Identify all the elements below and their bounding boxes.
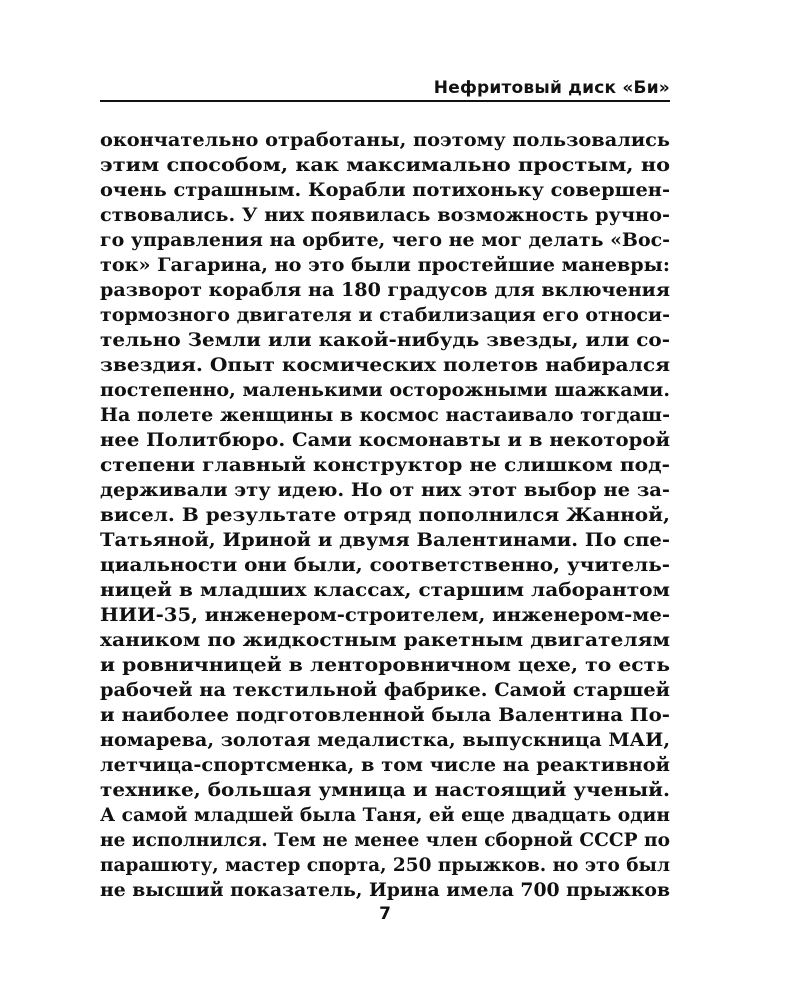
- text-line: степени главный конструктор не слишком под-: [100, 454, 670, 476]
- text-line: летчица-спортсменка, в том числе на реактивной: [100, 754, 670, 776]
- text-line: рабочей на текстильной фабрике. Самой старшей: [100, 679, 670, 701]
- text-line: тормозного двигателя и стабилизация его относи-: [100, 304, 670, 326]
- text-line: ницей в младших классах, старшим лаборантом: [100, 579, 670, 601]
- text-line: НИИ-35, инженером-строителем, инженером-ме-: [100, 604, 670, 626]
- text-line: звездия. Опыт космических полетов набирался: [100, 354, 670, 376]
- text-line: тельно Земли или какой-нибудь звезды, или со-: [100, 329, 670, 351]
- text-line: ток» Гагарина, но это были простейшие маневры:: [100, 254, 670, 276]
- text-line: На полете женщины в космос настаивало тогдаш-: [100, 404, 670, 426]
- text-line: технике, большая умница и настоящий ученый.: [100, 779, 670, 801]
- text-line: нее Политбюро. Сами космонавты и в некоторой: [100, 429, 670, 451]
- page-number: 7: [379, 904, 391, 924]
- text-line: окончательно отработаны, поэтому пользовались: [100, 129, 670, 151]
- text-line: хаником по жидкостным ракетным двигателям: [100, 629, 670, 651]
- header-rule: [100, 100, 670, 102]
- text-line: держивали эту идею. Но от них этот выбор не за-: [100, 479, 670, 501]
- body-text: [100, 128, 670, 903]
- text-line: очень страшным. Корабли потихоньку совершен-: [100, 179, 670, 201]
- text-line: А самой младшей была Таня, ей еще двадцать один: [100, 804, 670, 826]
- text-line: не исполнился. Тем не менее член сборной СССР по: [100, 829, 670, 851]
- text-line: и ровничницей в ленторовничном цехе, то есть: [100, 654, 670, 676]
- text-line: парашюту, мастер спорта, 250 прыжков. но это был: [100, 854, 670, 876]
- text-line: разворот корабля на 180 градусов для включения: [100, 279, 671, 301]
- text-line: го управления на орбите, чего не мог делать «Вос-: [100, 229, 670, 251]
- text-line: висел. В результате отряд пополнился Жанной,: [100, 504, 670, 526]
- text-line: циальности они были, соответственно, учитель-: [100, 554, 670, 576]
- text-line: постепенно, маленькими осторожными шажками.: [100, 379, 670, 401]
- text-line: Татьяной, Ириной и двумя Валентинами. По спе-: [100, 529, 670, 551]
- text-line: не высший показатель, Ирина имела 700 прыжков: [100, 879, 670, 901]
- text-line: и наиболее подготовленной была Валентина По-: [100, 704, 670, 726]
- text-line: номарева, золотая медалистка, выпускница МАИ,: [100, 729, 670, 751]
- text-line: ствовались. У них появилась возможность ручно-: [100, 204, 670, 226]
- running-header: Нефритовый диск «Би»: [433, 78, 670, 98]
- text-line: этим способом, как максимально простым, но: [100, 154, 670, 176]
